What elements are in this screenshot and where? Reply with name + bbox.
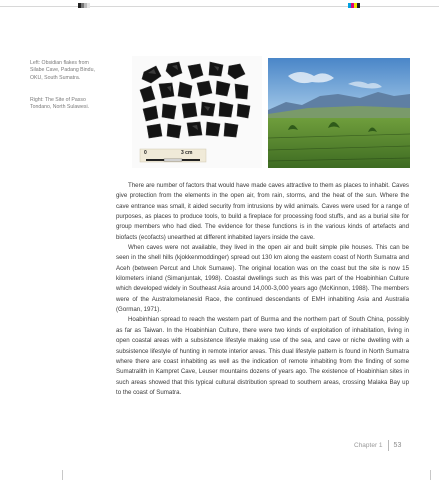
chapter-label: Chapter 1 bbox=[354, 442, 383, 449]
scale-start-label: 0 bbox=[144, 150, 147, 156]
registration-bar-left bbox=[78, 3, 90, 8]
body-text bbox=[116, 181, 409, 398]
caption-left-photo: Left: Obsidian flakes from Silabe Cave, Padang Bindu, OKU, South Sumatra. bbox=[30, 60, 95, 81]
page-number: 53 bbox=[393, 442, 402, 449]
scale-end-label: 3 cm bbox=[181, 150, 193, 156]
crop-mark-left bbox=[62, 470, 63, 480]
paragraph-3: Hoabinhian spread to reach the western part of Burma and the northern part of South China, possibly as far as Taiwan. In the Hoabinhian Culture, there were two kinds of exploitation of inhabitation, living in open coastal areas with a subsistence lifestyle making use of the sea, and cave or niche dwelling with a subsistence lifestyle of hunting in remote interior areas. This dual lifestyle pattern is found in North Sumatra where there are coast inhabiting as well as the indication of remote inhabiting from the finding of some Sumatralith in Kampret Cave, Leuser mountains dozens of years ago. The existence of Hoabinhian sites in such areas showed that this typical cultural distribution spread to southern areas, crossing Malaka Bay up to the coast of Sumatra. bbox=[116, 316, 409, 396]
caption-right-photo: Right: The Site of Passo Tondano, North Sulawesi. bbox=[30, 97, 90, 111]
top-rule bbox=[0, 6, 439, 7]
footer-divider bbox=[388, 440, 389, 451]
page-footer bbox=[354, 440, 401, 451]
crop-mark-right bbox=[430, 470, 431, 480]
paragraph-2: When caves were not available, they lived in the open air and built simple pile houses. This can be seen in the shell hills (kjokkenmoddinger) spread out 130 km along the eastern coast of North Sumatra and Aceh (between Percut and Lhok Sumawe). The original location was on the coast but the site is now 15 kilometers inland (Simanjuntak, 1998). Coastal dwellings such as this was part of the Hoabinhian Culture which developed widely in Southeast Asia around 14,000-3,000 years ago (McKinnon, 1988). The members were of the Australomelanesid Race, the continued descendants of EMH inhabiting Asia and Australia (Gorman, 1971). bbox=[116, 244, 409, 314]
paragraph-1: There are number of factors that would have made caves attractive to them as places to inhabit. Caves give protection from the elements in the open air, from rain, storms, and the heat of the sun. Where the cave entrance was small, it aided security from intrusions by wild animals. Caves were used for a range of purposes, as places to produce tools, to build a fireplace for processing food stuffs, and as a burial site for group members who had died. The evidence for these functions is in the various kinds of artefacts and biofacts (ecofacts) unearthed at different inhabited layers inside the cave. bbox=[116, 182, 409, 241]
registration-bar-right bbox=[348, 3, 360, 8]
obsidian-flakes-photo bbox=[132, 56, 262, 168]
passo-tondano-photo bbox=[268, 58, 410, 168]
print-marks bbox=[0, 0, 439, 9]
